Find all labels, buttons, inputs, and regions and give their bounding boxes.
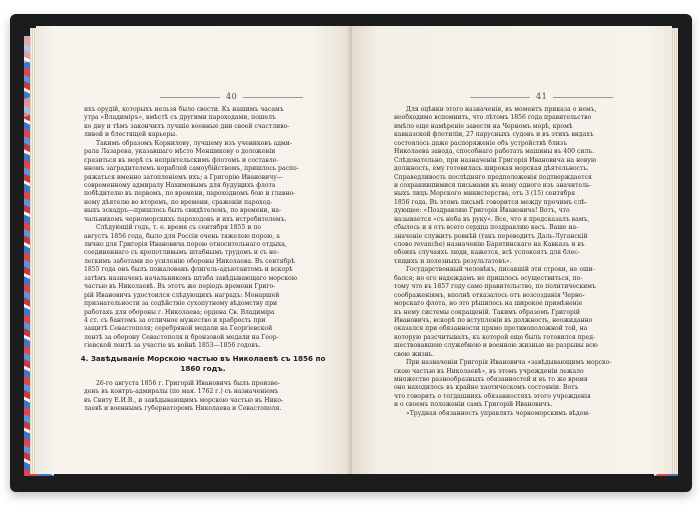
text-line: утра «Владиміръ», вмѣстѣ съ другими пароходами, пошелъ <box>84 114 276 122</box>
text-line: бался; но его надеждамъ не пришлось осуществиться, по- <box>394 274 583 282</box>
text-line: свою жизнь. <box>394 350 435 358</box>
text-line: лаевѣ и военнымъ губернаторомъ Николаева и Севастополя. <box>84 405 282 413</box>
text-line: сбылось и я отъ всего сердца поздравляю васъ. Ваше на- <box>394 224 579 232</box>
right-page <box>352 26 672 474</box>
text-line: обоихъ случаяхъ люди, кажется, всѣ успокоятъ для блес- <box>394 249 580 257</box>
text-line: состоялось даже распоряженіе объ устройствѣ близъ <box>394 139 568 147</box>
text-line: сразиться въ морѣ съ непріятельскимъ флотомъ и составле- <box>84 156 279 164</box>
text-line: чальникомъ черноморскихъ пароходовъ и ихъ истребителемъ. <box>84 215 287 223</box>
text-line: Ивановичъ, вскорѣ по вступленіи въ должность, неожиданно <box>394 316 593 324</box>
text-line: оно находилось въ крайне хаотическомъ состояніи. Вотъ <box>394 384 579 392</box>
text-line: денъ въ контръ-адмиралы (по мая. 1762 г.) съ назначеніемъ <box>84 388 279 396</box>
text-line: Слѣдующій годъ, т. е. время съ сентября 1855 и по <box>96 224 262 232</box>
text-line: ко дну и тѣмъ закончилъ лучшіе военные дни своей счастливо- <box>84 122 290 130</box>
page-number-rule <box>243 97 303 98</box>
text-line: Для оцѣнки этого назначенія, въ моментъ приказа о немъ, <box>406 106 597 113</box>
text-line: ному дѣятелю во второмъ, по времени, сраженіи пароход- <box>84 198 273 206</box>
text-line: частью въ Николаевѣ. Въ этотъ же періодъ времени Григо- <box>84 283 276 291</box>
text-line: и о своемъ положеніи самъ Григорій Ивановичъ. <box>394 401 553 409</box>
text-line: тому что въ 1857 году само правительство, по политическимъ <box>394 283 596 291</box>
text-line: должность, ему готовилась широкая морская дѣятельность. <box>394 165 589 173</box>
text-line: Государственный человѣкъ, писавшій эти строки, не оши- <box>406 266 595 274</box>
page-number-text: 40 <box>226 92 238 101</box>
text-line: морскаго флота, но это рѣшилось на широкое примѣненіе <box>394 300 583 308</box>
text-line: рала Лазарева, указавшаго мѣсто Меншикову о доложеніи <box>84 148 276 156</box>
text-line: ныхъ лицъ Морского министерства, отъ 3 (15) сентября <box>394 190 576 198</box>
left-page-number <box>154 92 309 101</box>
text-line: лично для Григорія Ивановича порою относительнаго отдыха, <box>84 241 287 248</box>
text-line: нномъ заградителемъ кораблей самоубійствомъ, пришлось распо- <box>84 165 299 173</box>
text-line: 1855 года онъ былъ пожалованъ флигель-адъютантомъ и вскорѣ <box>84 266 293 274</box>
page-number-rule <box>470 97 530 98</box>
text-line: гіевской лентѣ за участіе въ войнѣ 1853—1856 годовъ. <box>84 342 261 350</box>
text-line: 26-го августа 1856 г. Григорій Ивановичъ былъ произве- <box>96 380 280 387</box>
left-page-body <box>84 106 324 351</box>
text-line: При назначеніи Григорія Ивановича «завѣдывающимъ морско- <box>406 359 612 367</box>
text-line: лентѣ за оборону Севастополя и бронзовой медали на Геор- <box>84 333 279 341</box>
text-line: шествовавшею служебною и военною жизнью на разрывы всю <box>394 342 598 350</box>
text-line: ряжаться именно затопленіемъ ихъ; а Григорію Ивановичу— <box>84 173 283 181</box>
page-number-rule <box>553 97 613 98</box>
text-line: которую разсчитывалъ, къ которой еще былъ готовился пред- <box>394 333 596 341</box>
section-heading <box>78 354 328 374</box>
text-line: рій Ивановичъ удостоился слѣдующихъ наградъ: Монаршей <box>84 291 280 299</box>
text-line: скою частью въ Николаевѣ», въ этомъ учрежденіи лежало <box>394 367 584 375</box>
text-line: затѣмъ назначенъ начальникомъ штаба завѣдывающаго морскою <box>84 274 298 282</box>
page-number-rule <box>160 97 220 98</box>
book <box>10 14 692 492</box>
text-line: защитѣ Севастополя; серебряной медали на Георгіевской <box>84 325 273 333</box>
left-page <box>36 26 352 474</box>
text-line: называется «съ неба въ руку». Все, что я предсказалъ вамъ, <box>394 215 590 223</box>
page-number-text: 41 <box>536 92 548 101</box>
text-line: 4 ст. съ бантомъ за отличное мужество и храбрость при <box>84 316 266 324</box>
text-line: легкимъ заботами по усиленію обороны Николаева. Въ сентябрѣ <box>84 257 295 265</box>
text-line: и сохранившимися письмами къ нему одного изъ значитель- <box>394 181 592 189</box>
section-heading-line: 1860 годъ. <box>180 364 226 373</box>
text-line: работахъ для обороны г. Николаева; ордена Св. Владиміра <box>84 308 275 316</box>
text-line: къ нему системы сокращеній. Такимъ образомъ Григорій <box>394 308 580 316</box>
text-line: что говорить о тогдашнихъ обязанностяхъ этого учрежденія <box>394 392 591 400</box>
text-line: «Трудная обязанность управлять черноморскимъ вѣдом- <box>406 409 591 417</box>
text-line: соображеніямъ, вполнѣ отказалось отъ возсозданія Черно- <box>394 291 585 299</box>
text-line: Слѣдовательно, при назначеніи Григорія Ивановича на новую <box>394 156 597 164</box>
text-line: соединеннаго съ кропотливымъ штабнымъ трудомъ и съ не- <box>84 249 279 257</box>
text-line: признательности за содѣйствіе сухопутному вѣдомству при <box>84 300 278 308</box>
text-line: августъ 1856 года, было для Россіи очень тяжелою порою, а <box>84 232 280 240</box>
text-line: въ Свиту Е.И.В., и завѣдывающимъ морскою частью въ Нико- <box>84 396 284 404</box>
page-edges-right <box>672 28 678 474</box>
text-line: дующее: «Поздравляю Григорія Ивановича! Вотъ, что <box>394 207 570 215</box>
text-line: значеніе служитъ ровнѣй (такъ переводитъ Даль-Луганскій <box>394 232 588 240</box>
text-line: Справедливость послѣдняго предположенія подтверждается <box>394 173 592 181</box>
text-line: ливой и блестящей карьеры. <box>84 131 178 139</box>
left-page-body-continued <box>84 380 324 414</box>
text-line: Николаева завода, способнаго работать машины въ 400 силъ. <box>394 148 595 156</box>
text-line: ихъ орудій, которыхъ нельзя было свести. Къ нашимъ часамъ <box>84 106 284 113</box>
text-line: имѣло еще намѣреніе завести на Черномъ морѣ, кромѣ <box>394 122 573 130</box>
text-line: ныхъ эскадръ—пришлось быть свидѣтелемъ, по времени, на- <box>84 207 282 215</box>
text-line: Такимъ образомъ Корнилову, лучшему изъ учениковъ адми- <box>96 139 292 147</box>
section-heading-line: 4. Завѣдываніе Морскою частью въ Николаевѣ съ 1856 по <box>80 354 326 363</box>
text-line: необходимо вспомнить, что лѣтомъ 1856 года правительство <box>394 114 592 122</box>
text-line: слово revanche) назначенію Барятинскаго на Кавказъ и въ <box>394 241 585 248</box>
text-line: тящихъ и полезныхъ результатовъ». <box>394 257 512 265</box>
text-line: побѣдителю въ первомъ, по времени, пароходномъ бою и главно- <box>84 190 296 198</box>
right-page-number <box>464 92 619 101</box>
text-line: 1856 года. Въ этомъ письмѣ говорится между прочимъ слѣ- <box>394 198 588 206</box>
text-line: кавказской флотиліи, 27 парусныхъ судовъ и въ этихъ видахъ <box>394 131 594 139</box>
text-line: современному адмиралу Нахимовымъ для будущихъ флота <box>84 181 276 189</box>
right-page-body <box>394 106 638 418</box>
text-line: множество разнообразныхъ обязанностей и въ то же время <box>394 376 588 383</box>
text-line: оказался при обязанности прямо противоположной той, на <box>394 325 588 333</box>
